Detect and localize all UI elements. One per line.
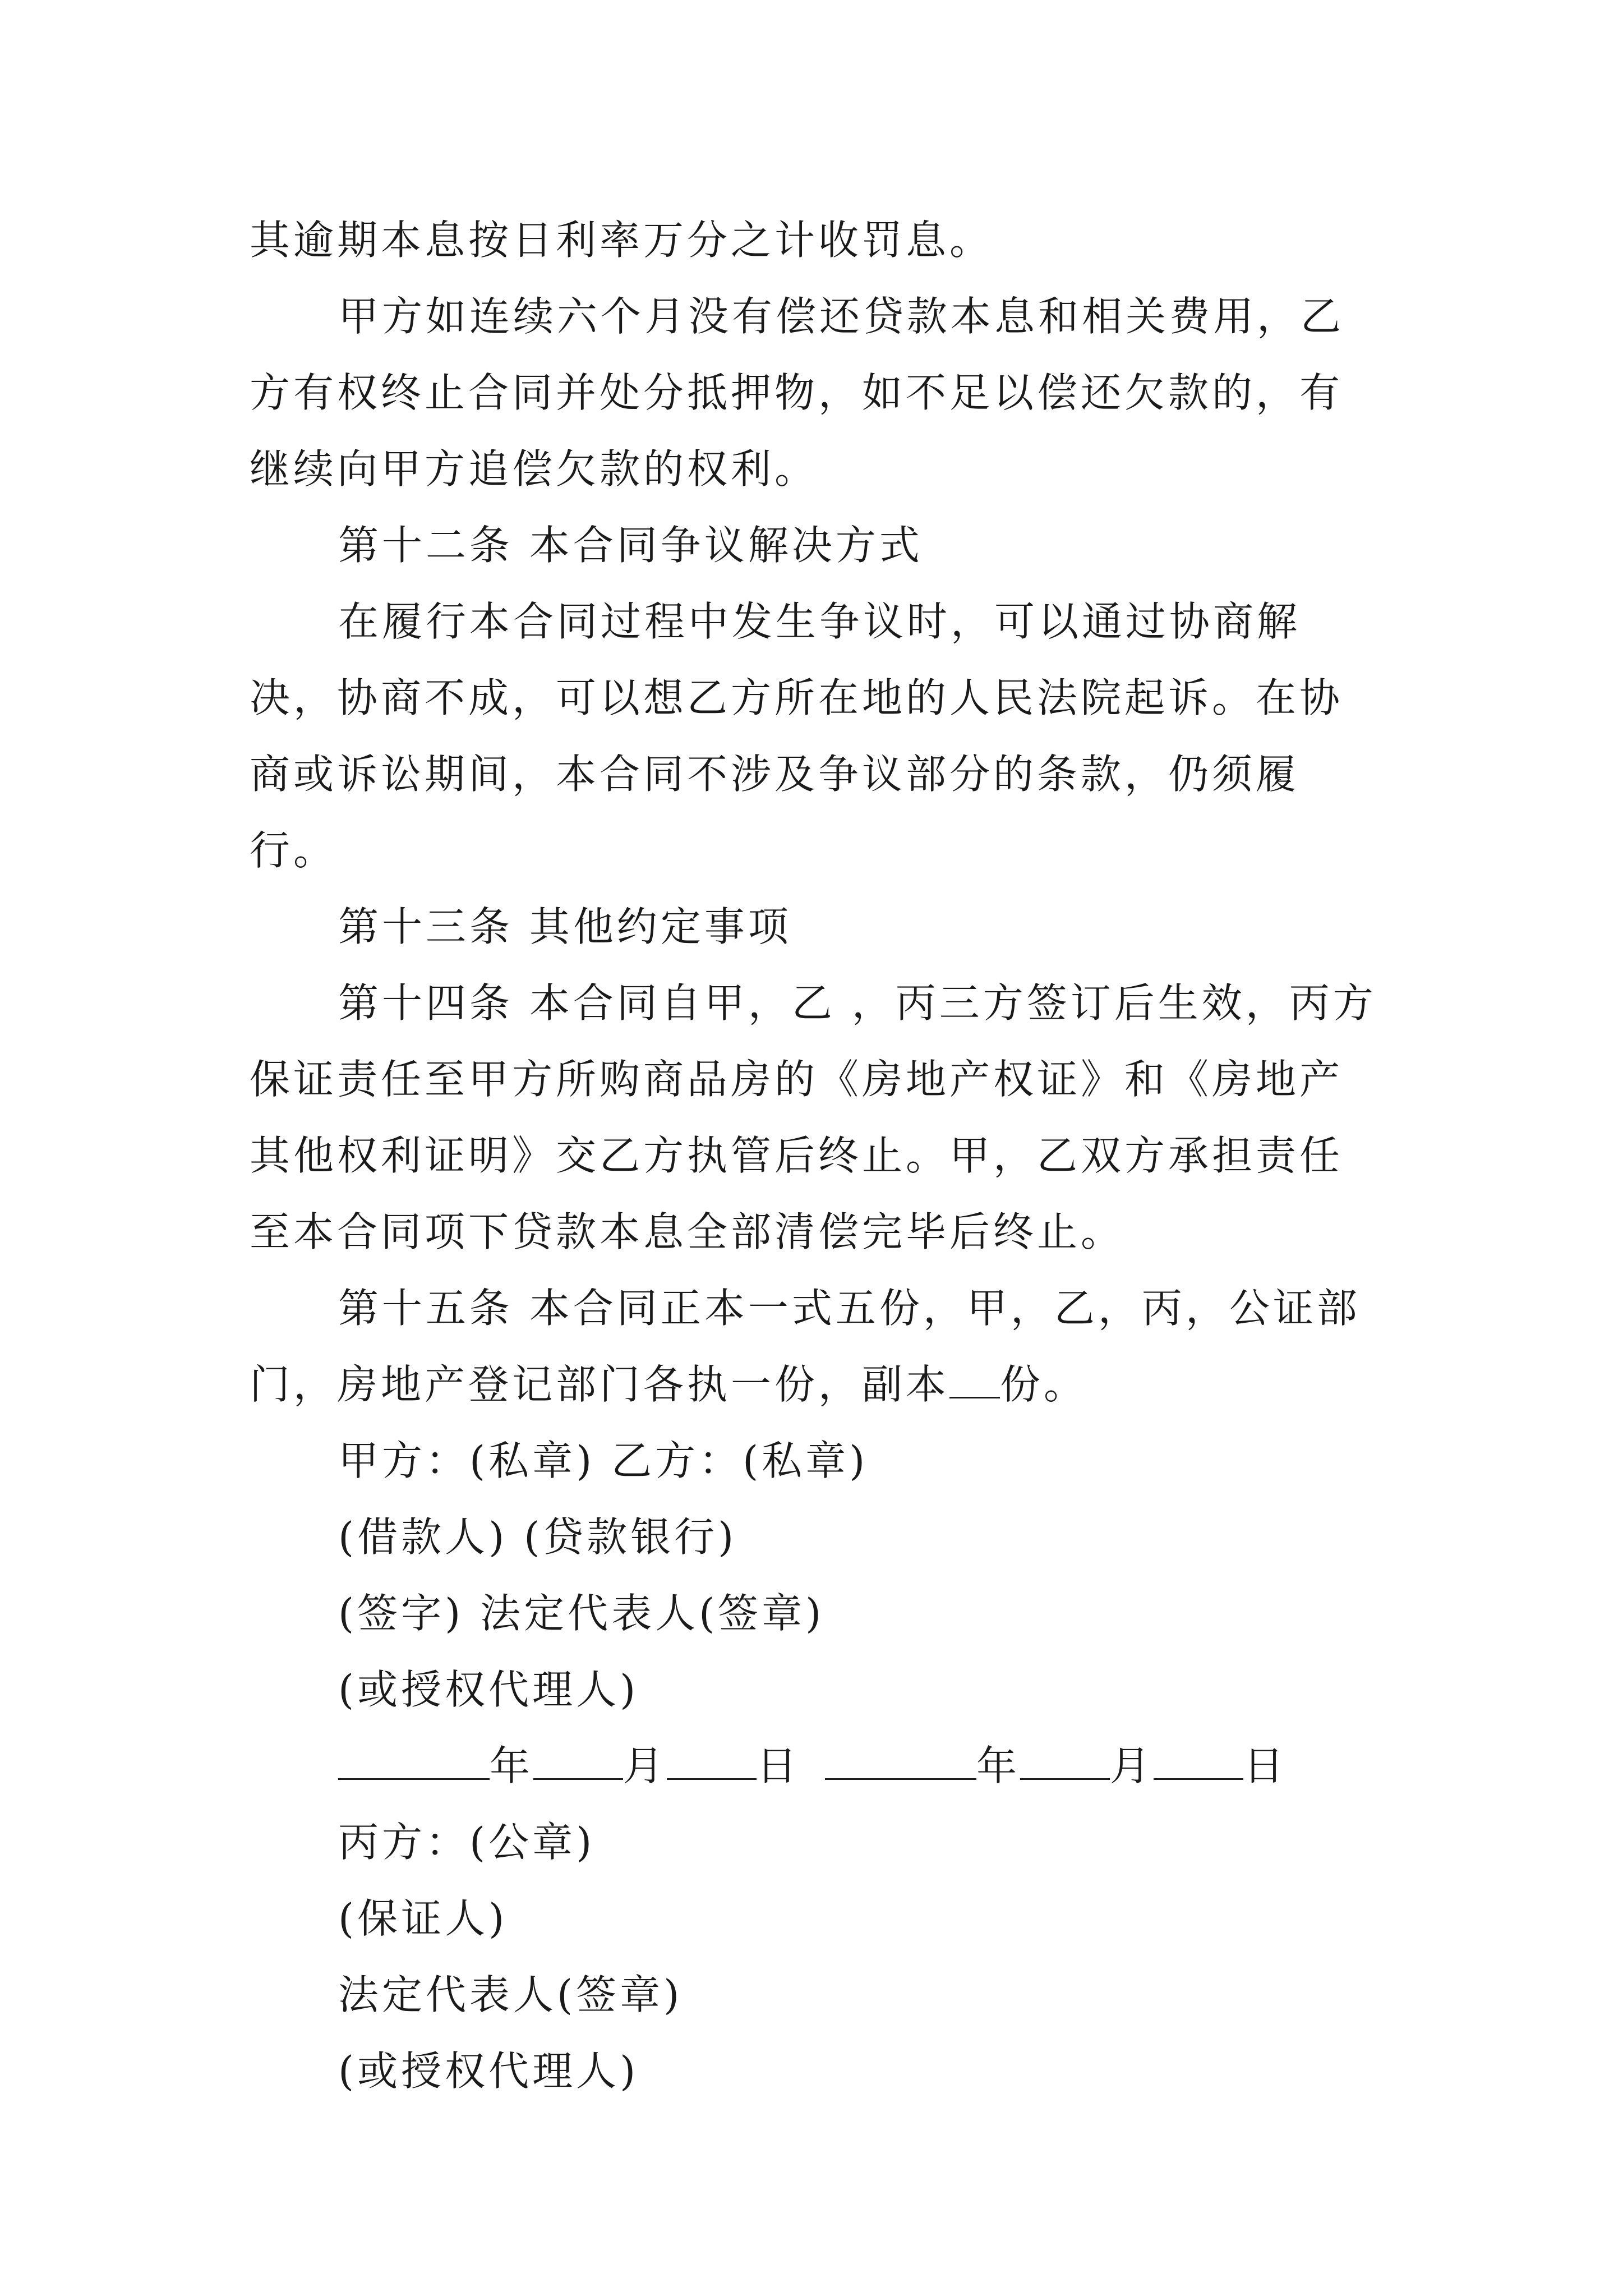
copies-blank [949, 1363, 1000, 1398]
article-13-heading: 第十三条 其他约定事项 [338, 903, 792, 950]
document-body [250, 202, 1382, 2109]
signature-roles: (借款人) (贷款银行) [338, 1513, 737, 1561]
signature-party-ab: 甲方：(私章) 乙方：(私章) [338, 1437, 869, 1484]
article-15-paragraph [250, 1270, 1382, 1423]
guarantor-seal: 丙方：(公章) [338, 1819, 596, 1866]
year-blank-1 [338, 1745, 490, 1780]
signature-agent: (或授权代理人) [338, 1666, 639, 1713]
month-blank-1 [533, 1745, 623, 1780]
article-12-heading: 第十二条 本合同争议解决方式 [338, 522, 923, 569]
month-blank-2 [1020, 1745, 1110, 1780]
day-blank-2 [1154, 1745, 1243, 1780]
day-blank-1 [667, 1745, 757, 1780]
article-15-text: 第十五条 本合同正本一式五份，甲，乙，丙，公证部门，房地产登记部门各执一份，副本 [250, 1285, 1361, 1408]
paragraph-default-termination: 甲方如连续六个月没有偿还贷款本息和相关费用，乙方有权终止合同并处分抵押物，如不足以偿还欠款的，有继续向甲方追偿欠款的权利。 [250, 293, 1345, 493]
day-label-2: 日 [1243, 1742, 1288, 1789]
day-label-1: 日 [757, 1742, 801, 1789]
paragraph-dispute-resolution: 在履行本合同过程中发生争议时，可以通过协商解决，协商不成，可以想乙方所在地的人民法院起诉。在协商或诉讼期间，本合同不涉及争议部分的条款，仍须履行。 [250, 598, 1344, 874]
year-blank-2 [825, 1745, 976, 1780]
year-label-2: 年 [976, 1742, 1021, 1789]
month-label-2: 月 [1110, 1742, 1154, 1789]
guarantor-representative: 法定代表人(签章) [338, 1971, 683, 2018]
month-label-1: 月 [623, 1742, 667, 1789]
date-line [250, 1728, 1382, 1804]
guarantor-agent: (或授权代理人) [338, 2047, 639, 2095]
article-14-paragraph: 第十四条 本合同自甲，乙 ，丙三方签订后生效，丙方保证责任至甲方所购商品房的《房地产权证》和《房地产其他权利证明》交乙方执管后终止。甲，乙双方承担责任至本合同项下贷款本息全部清偿完毕后终止。 [250, 979, 1377, 1255]
year-label-1: 年 [490, 1742, 534, 1789]
signature-signatures: (签字) 法定代表人(签章) [338, 1590, 825, 1637]
paragraph-penalty-interest: 其逾期本息按日利率万分之计收罚息。 [250, 217, 994, 264]
article-15-end: 份。 [1000, 1361, 1088, 1408]
guarantor-role: (保证人) [338, 1895, 508, 1942]
